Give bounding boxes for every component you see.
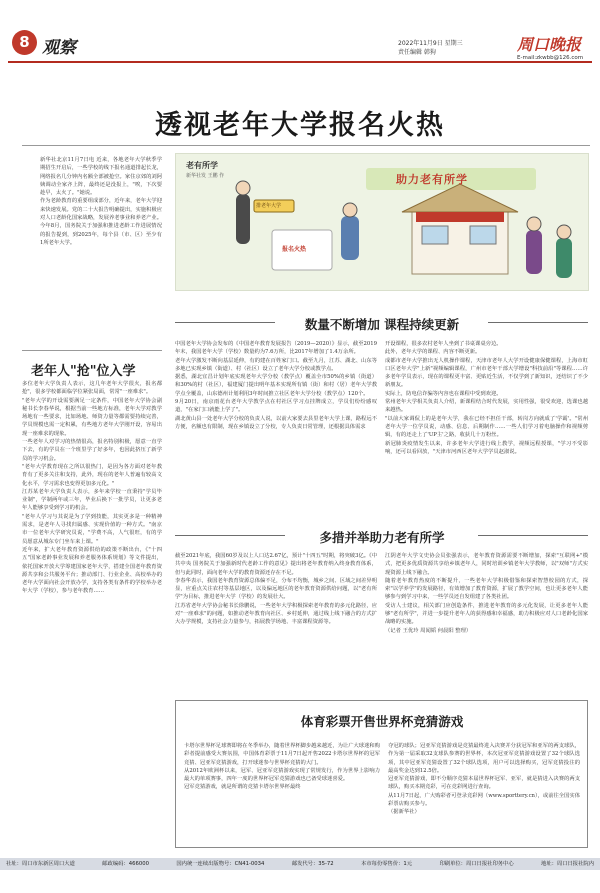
footer-address: 社址：周口市东新区周口大道	[6, 861, 75, 867]
footer-bar	[0, 858, 600, 870]
lead-paragraph: 新华社北京11月7日电 近来，各地老年大学秋季学期招生开启后，一些学校的线下报名通道排起长龙，网络报名几分钟内名额全部被抢空。家住京郊的刘阿姨调动全家齐上阵，最终还是没报上，"唉，下次要趁早，太火了。"她说。 作为老龄教育的重要组成部分，近年来，老年大学迎来快速发展。党的二十大报告明确提出，实施积极应对人口老龄化国家战略，发展养老事业和养老产业。今年8月，国务院关于加强和推进老龄工作进展情况的报告提到，到2025年，每个县（市、区）至少有1所老年大学。	[40, 157, 162, 246]
subhead2-rule-right	[478, 535, 588, 536]
footer-printer-address: 地址：周口日报社院内	[541, 861, 594, 867]
issue-date: 2022年11月9日 星期三	[398, 40, 463, 47]
section2-column-1: 截至2021年底，我国60岁及以上人口达2.67亿，预计"十四五"时期，将突破3亿。《中共中央 国务院关于加强新时代老龄工作的意见》提出将老年教育纳入终身教育体系，但与此同时，面向老年大学的教育资源还存在不足。 李春华表示，我国老年教育资源总体偏不足，分布不均衡，城乡之间、区域之间差异明显，应重点关注农村等基层地区，以及偏远地区的老年教育资源供给问题，以"老有所学"为目标，推进老年大学（学校）的发展壮大。 江苏省老年大学协会秘书长徐鹏说，一些老年大学积极探索老年教育的多元化路径，应对"一座难求"的问题，如推动老年教育向社区、乡村延伸，通过线上线下融合的方式扩大办学规模，支持社会力量参与，拓展教学场地、丰富课程资源等。	[175, 553, 377, 626]
header-info	[398, 39, 463, 57]
section2-column-2: 江阴老年大学文史协会员张强表示，老年教育资源需要不断增加，探索"互联网+"模式，把更多优质资源共享给乡镇老年人，同时培训乡镇老年大学教师，以"双师"方式实现资源上线下融合。 随着老年教育热度的不断提升，一些老年大学积极借鉴和探索智慧校园的方式，探索"以学养学"的发展路径，有效增加了教育资源，扩展了教学空间，也让更多老年人能够参与到学习中来，一些学员还自发组建了各类社团。 受访人士建议，相关部门应创造条件，推进老年教育的多元化发展，让更多老年人能够"老有所学"，并进一步提升老年人的获得感和幸福感，助力积极应对人口老龄化国家战略的实施。 （记者 王优玲 周闻韬 何晨阳 整理）	[385, 553, 588, 634]
sidebar-rule	[22, 350, 162, 351]
illustration-banner: 助力老有所学	[396, 173, 468, 186]
footer-cn-number: 国内统一连续出版物号：CN41-0034	[176, 861, 265, 867]
sidebar-column: 多位老年大学负责人表示，这几年老年大学很火，报名都抢"，很多学校都面临学位紧张局面，常常"一座难求"。 "老年大学的开设需要满足一定条件，中国老年大学协会副秘书长李春华说，根据当前一些地方标准，老年大学对教学场地有一些要求，比如场地、师资力量等都需要持续完善，学员规模也需一定积累，有些地方老年大学刚开设，容易出现一座难求的现象。 一些老年人对学习的热情很高，报名特别积极，愿意一直学下去，有的学员在一个班里学了好多年，也因此挤压了新学员的学习机会。 "老年大学教育现在之所以很热门，是因为各方面对老年教育有了更多关注和支持，此外，现在的老年人普遍有较高文化水平，学习需求也变得更加多元化。" 江苏某老年大学负责人表示，多年来学校一直秉持"学员毕业制"，学制两年或三年，毕业后换下一批学员，让更多老年人能够享受到学习的机会。 "老年人学习与其说是为了学到技能，其实更多是一种精神需求，是老年人寻找归属感、实现价值的一种方式。"南京市一位老年大学研究员说，"学费不高，人气很旺，有的学员愿意从城东专门坐车来上课。" 近年来，扩大老年教育资源供给的政策不断出台，《"十四五"国家老龄事业发展和养老服务体系规划》等文件提出，依托国家开放大学筹建国家老年大学，搭建全国老年教育资源共享和公共服务平台；推动部门、行业企业、高校举办的老年大学面向社会开放办学，支持各类有条件的学校举办老年大学（学校），参与老年教育……	[22, 381, 162, 595]
section3-column-1: 卡塔尔世界杯足球赛即将在冬季举办，随着世界杯脚步越来越近，为让广大球迷和购彩者提前感受大赛氛围，中国体育彩票于11月7日起开售2022卡塔尔世界杯的冠军竞猜、冠亚军竞猜游戏，打开球迷参与世界杯竞猜的大门。 从2012年欧洲杯以来，冠军、冠亚军竞猜游戏实现了常规发行，作为世界上影响力最大的单项赛事，四年一度的世界杯冠军竞猜游戏也已备受球迷喜爱。 冠军竞猜游戏，就是所谓的竞猜卡塔尔世界杯最终	[184, 743, 380, 791]
subhead2-rule-left	[175, 535, 285, 536]
section3-column-2: 夺冠的球队；冠亚军竞猜游戏是竞猜最终进入决赛并分获冠军和亚军的两支球队，作为第一届采取32支球队参赛的世界杯，本次冠亚军竞猜游戏设置了32个球队选项，其中冠亚军竞猜设置了32个球队选项，用户可以选择购买，冠军竞猜投注的最高奖金达到12.5倍。 冠亚军竞猜游戏，即不分顺序竞猜本届世界杯冠军、亚军，就是猜进入决赛的两支球队，购买本期竞彩，可在竞彩网进行查询。 从11月7日起，广大购彩者可登录竞彩网（www.sporttery.cn），或前往全国实体彩票店购买参与。 （据新华社）	[388, 743, 580, 816]
header-rule	[8, 61, 592, 63]
section1-column-2: 开设课程，很多农村老年人坐到了书桌课桌旁边。 此外，老年大学的课程、内容不断更新。 成都市老年大学推出无人机操作课程，天津市老年人大学开设健康保健课程，上海市虹口区老年大学"上新"视频编辑课程，广州市老年干部大学增设"科技前沿"等课程……许多老年学员表示，现在的课程更丰富、更贴近生活，不仅学到了新知识，还结识了不少新朋友。 实际上，防电信诈骗等内容也在课程中受到欢迎。 常州老年大学相关负责人介绍，新课程结合时代发展，实用性强，很受欢迎，选课也越来越热。 "以前大家调侃上的是老年大学，我在已经不担任干部，转岗方向就成了'学霸'。"常州老年大学一位学员说，动感、信息、后期制作……一些人们学习着电脑操作和视频剪辑，有的还走上了'UP主'之路，收获几十万粉丝。 新冠肺炎疫情发生以来，许多老年大学进行线上教学，视频远程授课，"学习不受影响，还可以看回放，"天津市河西区老年大学学员赵淑说。	[385, 341, 588, 455]
main-headline: 透视老年大学报名火热	[155, 110, 445, 141]
footer-post-code: 邮发代号：35-72	[291, 861, 334, 867]
editor-credit: 责任编辑 韩狗	[398, 49, 436, 56]
headline-rule	[22, 145, 590, 146]
illustration-credit: 新华社发 王鹏 作	[186, 173, 225, 179]
page-number-badge: 8	[12, 30, 37, 55]
newspaper-logo: 周口晚报	[517, 35, 582, 54]
subhead-3: 体育彩票开售世界杯竞猜游戏	[300, 714, 464, 729]
illustration-sign: 排老年大学	[256, 203, 282, 209]
illustration-stamp: 报名火热	[282, 246, 307, 253]
subhead-2: 多措并举助力老有所学	[319, 530, 445, 545]
footer-printer: 印刷单位：周口日报社印务中心	[439, 861, 514, 867]
illustration-art	[176, 154, 589, 291]
contact-email: E-mail:zkwbb@126.com	[517, 55, 584, 61]
illustration-tag: 老有所学	[186, 160, 218, 170]
section1-column-1: 中国老年大学协会发布的《中国老年教育发展报告（2019—2020）》显示，截至2019年末，我国老年大学（学校）数量约为7.6万所，比2017年增加了1.4万余所。 老年大学激发不断向基层延伸，有的建在百姓家门口。截至九月，江苏、湖北、山东等多地已实现乡镇（街道）、村（社区）设立了老年大学分校或教学点。 据悉，湖北宜昌计划年底实现老年大学分校（教学点）覆盖全市50%的乡镇（街道）和30%的村（社区），福建厦门提出明年基本实现所有镇（街）和村（居）老年大学教学点全覆盖，山东德州计划利用3年时间推立社区老年大学分校（教学点）120个。 9月20日，南京雨花台老年大学教学点在村社区学习点挂牌成立，学员们纷纷感叹道，"在家门口就能上学了"。 湖北黄山县一处老年大学分校的负责人说，以前大家要去县里老年大学上课，路程远不方便，名额也有限制，现在乡镇设立了分校，专人负责日常管理，还根据具体需求	[175, 341, 377, 430]
illustration	[175, 153, 589, 291]
subhead-1: 数量不断增加 课程持续更新	[304, 317, 460, 332]
sidebar-heading: 老年人"抢"位入学	[31, 364, 136, 379]
subhead-rule-right	[488, 322, 588, 323]
footer-postcode: 邮政编码：466000	[102, 861, 149, 867]
section-title: 观察	[42, 38, 76, 58]
footer-price: 本市每份零售价：1元	[361, 861, 413, 867]
